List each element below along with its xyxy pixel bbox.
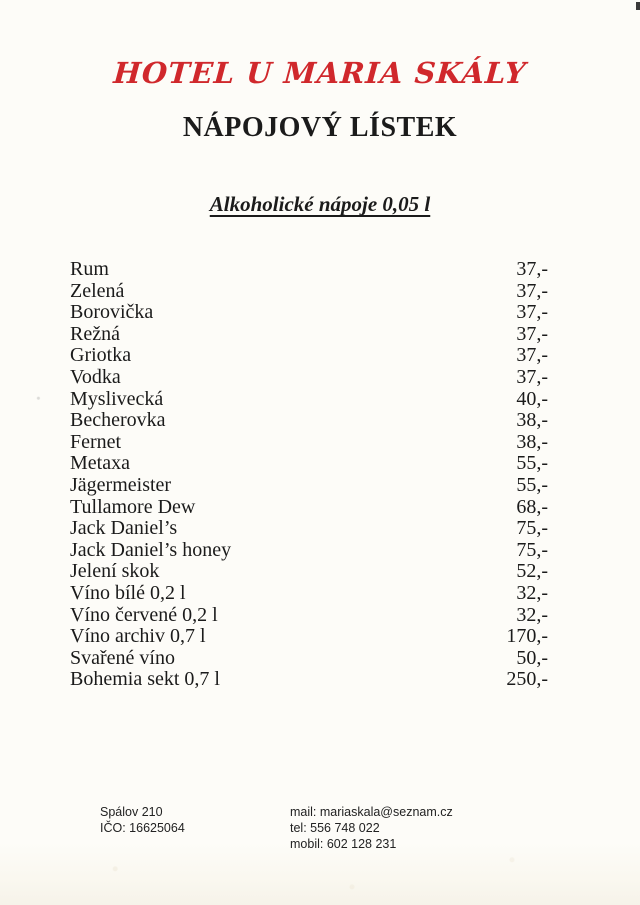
item-price: 32,- [516,581,548,604]
item-price: 37,- [516,344,548,367]
menu-row [70,259,548,281]
item-price: 75,- [516,517,548,540]
menu-row [70,518,548,540]
item-name: Svařené víno [70,646,175,669]
item-name: Jelení skok [70,560,160,583]
item-name: Jack Daniel’s [70,517,178,540]
footer-contact-block [290,804,453,852]
menu-row [70,583,548,605]
item-name: Režná [70,322,120,345]
footer-ico: IČO: 16625064 [100,821,185,835]
menu-row [70,367,548,389]
item-name: Metaxa [70,452,130,475]
item-name: Víno červené 0,2 l [70,603,218,626]
menu-row [70,432,548,454]
item-price: 37,- [516,322,548,345]
menu-row [70,605,548,627]
item-name: Rum [70,258,109,280]
section-heading: Alkoholické nápoje 0,05 l [209,192,431,216]
item-price: 40,- [516,387,548,410]
footer-mobil: mobil: 602 128 231 [290,837,397,851]
menu-row [70,410,548,432]
item-name: Zelená [70,279,125,302]
item-price: 37,- [516,365,548,388]
item-price: 38,- [516,430,548,453]
item-name: Víno bílé 0,2 l [70,581,186,604]
item-price: 55,- [516,473,548,496]
menu-row [70,648,548,670]
item-name: Myslivecká [70,387,164,410]
item-price: 75,- [516,538,548,561]
menu-row [70,281,548,303]
footer-address: Spálov 210 [100,805,163,819]
item-price: 52,- [516,560,548,583]
item-name: Jägermeister [70,473,172,496]
menu-row [70,561,548,583]
scan-artifact-speck [636,2,640,10]
item-name: Griotka [70,344,132,367]
item-name: Borovička [70,301,154,324]
item-name: Fernet [70,430,122,453]
item-price: 38,- [516,409,548,432]
footer-address-block [100,804,185,836]
item-price: 50,- [516,646,548,669]
item-price: 37,- [516,258,548,280]
item-name: Tullamore Dew [70,495,196,518]
menu-list [70,259,548,691]
item-price: 37,- [516,279,548,302]
item-price: 55,- [516,452,548,475]
footer-tel: tel: 556 748 022 [290,821,380,835]
item-name: Bohemia sekt 0,7 l [70,668,220,691]
item-price: 250,- [506,668,548,691]
menu-title: NÁPOJOVÝ LÍSTEK [182,112,458,143]
item-name: Becherovka [70,409,166,432]
hotel-title: HOTEL U MARIA SKÁLY [112,56,528,90]
item-name: Vodka [70,365,121,388]
menu-row [70,540,548,562]
menu-row [70,669,548,691]
footer-mail: mail: mariaskala@seznam.cz [290,805,453,819]
menu-row [70,324,548,346]
item-name: Jack Daniel’s honey [70,538,232,561]
menu-row [70,497,548,519]
menu-row [70,475,548,497]
menu-row [70,626,548,648]
menu-row [70,302,548,324]
item-price: 68,- [516,495,548,518]
item-price: 37,- [516,301,548,324]
menu-row [70,389,548,411]
item-price: 32,- [516,603,548,626]
item-name: Víno archiv 0,7 l [70,625,206,648]
menu-row [70,453,548,475]
section-heading-wrap [0,192,640,217]
item-price: 170,- [506,625,548,648]
menu-row [70,345,548,367]
